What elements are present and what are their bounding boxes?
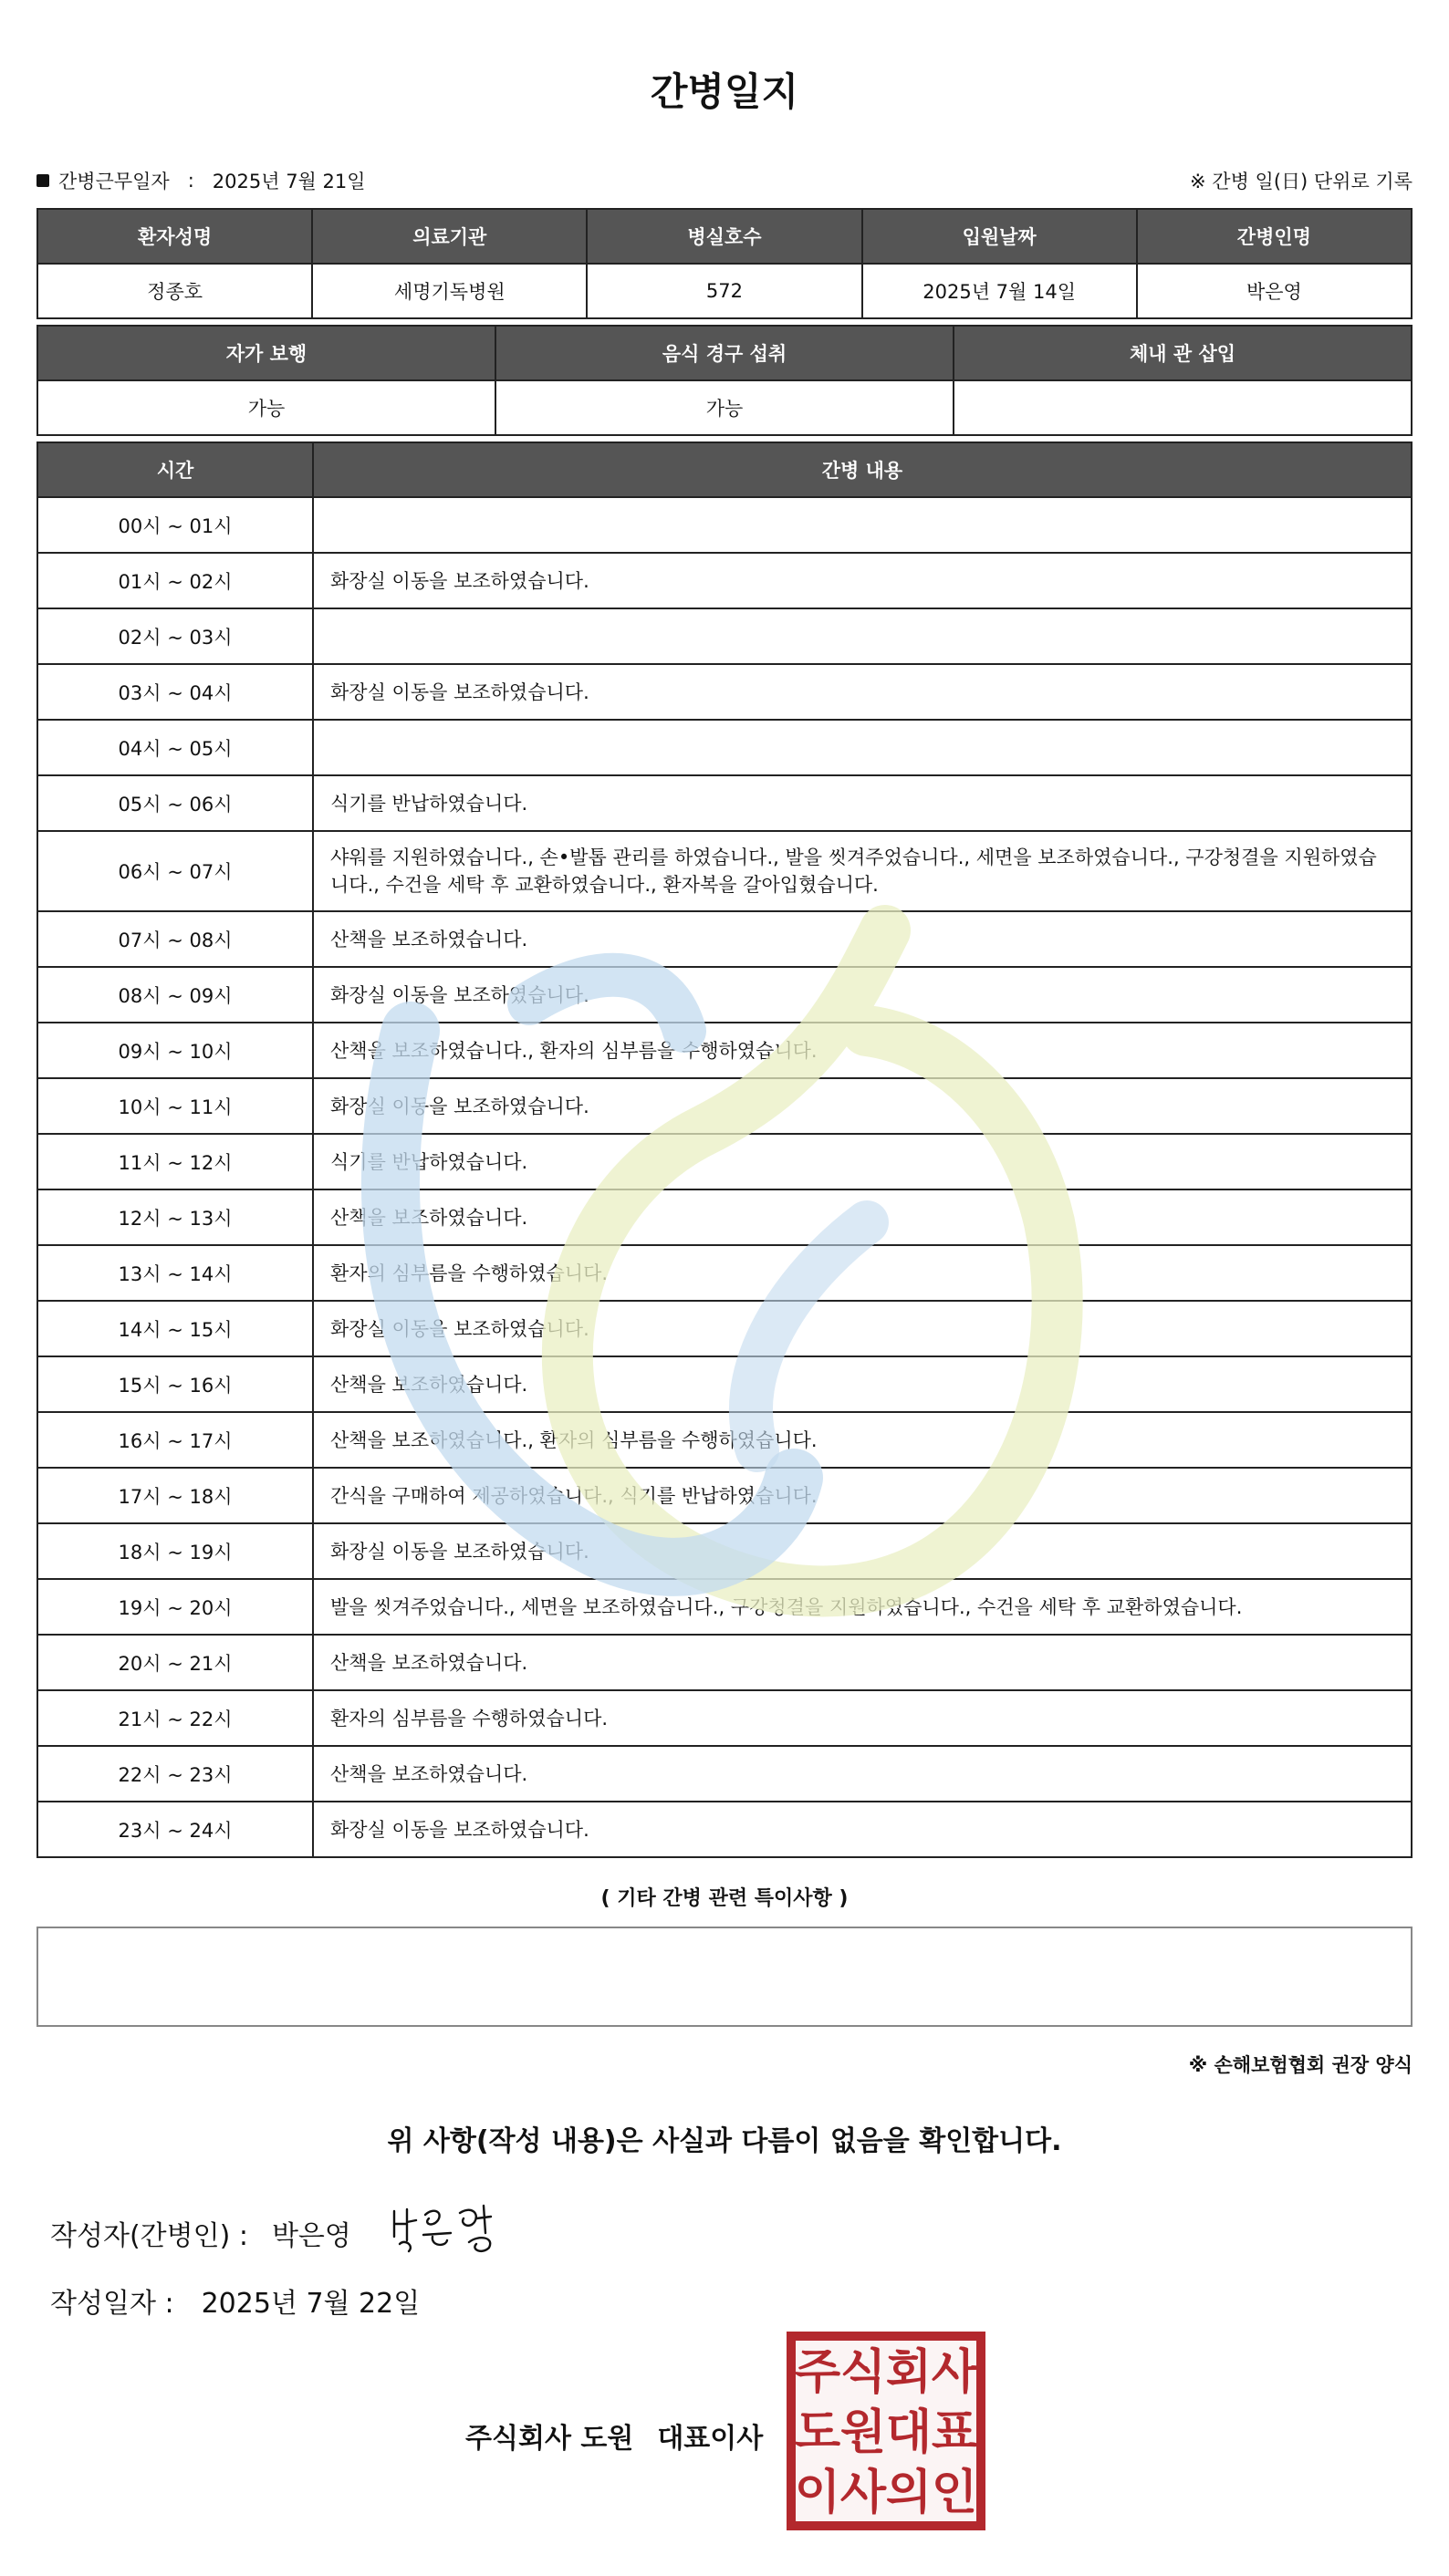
content-cell: 간식을 구매하여 제공하였습니다., 식기를 반납하였습니다. [313, 1468, 1412, 1523]
svg-text:표: 표 [931, 2405, 978, 2460]
content-cell: 화장실 이동을 보조하였습니다. [313, 664, 1412, 720]
svg-text:인: 인 [931, 2466, 978, 2520]
content-cell: 환자의 심부름을 수행하였습니다. [313, 1245, 1412, 1301]
unit-note: ※ 간병 일(日) 단위로 기록 [1190, 171, 1413, 192]
content-cell: 산책을 보조하였습니다. [313, 1189, 1412, 1245]
table-row [37, 1635, 1412, 1690]
table-row [37, 775, 1412, 831]
content-cell [313, 720, 1412, 775]
svg-text:식: 식 [839, 2345, 887, 2400]
table-row [37, 1746, 1412, 1802]
time-cell: 10시 ~ 11시 [37, 1078, 313, 1134]
time-cell: 01시 ~ 02시 [37, 553, 313, 608]
content-cell: 산책을 보조하였습니다., 환자의 심부름을 수행하였습니다. [313, 1412, 1412, 1468]
svg-text:원: 원 [839, 2405, 887, 2460]
table-row [37, 608, 1412, 664]
company-signature-line [465, 2415, 763, 2456]
hospital-name: 세명기독병원 [312, 264, 587, 318]
time-cell: 14시 ~ 15시 [37, 1301, 313, 1356]
time-cell: 05시 ~ 06시 [37, 775, 313, 831]
time-cell: 23시 ~ 24시 [37, 1802, 313, 1857]
patient-info-table [36, 208, 1413, 319]
patient-name: 정종호 [37, 264, 312, 318]
care-log-header-row [37, 442, 1412, 497]
content-cell [313, 608, 1412, 664]
writer-name: 박은영 [271, 2220, 351, 2252]
table-row [37, 1023, 1412, 1078]
content-cell [313, 497, 1412, 553]
special-notes-box [36, 1927, 1413, 2027]
time-cell: 12시 ~ 13시 [37, 1189, 313, 1245]
svg-text:대: 대 [885, 2405, 933, 2460]
table-row [37, 497, 1412, 553]
content-cell: 화장실 이동을 보조하였습니다. [313, 553, 1412, 608]
status-value-row [37, 380, 1412, 435]
content-cell: 산책을 보조하였습니다. [313, 911, 1412, 967]
table-row [37, 1245, 1412, 1301]
ceo-title: 대표이사 [657, 2423, 764, 2455]
write-date-row [50, 2280, 420, 2321]
time-cell: 15시 ~ 16시 [37, 1356, 313, 1412]
svg-text:회: 회 [885, 2345, 933, 2400]
header-room: 병실호수 [587, 209, 861, 264]
content-cell: 샤워를 지원하였습니다., 손•발톱 관리를 하였습니다., 발을 씻겨주었습니다., 세면을 보조하였습니다., 구강청결을 지원하였습니다., 수건을 세탁 후 교환하였습니다., 환자복을 갈아입혔습니다. [313, 831, 1412, 911]
admission-date: 2025년 7월 14일 [862, 264, 1137, 318]
content-cell: 산책을 보조하였습니다. [313, 1746, 1412, 1802]
patient-status-table [36, 325, 1413, 436]
content-cell: 화장실 이동을 보조하였습니다. [313, 1301, 1412, 1356]
table-row [37, 1078, 1412, 1134]
table-row [37, 911, 1412, 967]
content-cell: 환자의 심부름을 수행하였습니다. [313, 1690, 1412, 1746]
table-row [37, 1468, 1412, 1523]
company-name: 주식회사 도원 [465, 2423, 634, 2455]
header-patient-name: 환자성명 [37, 209, 312, 264]
table-row [37, 1356, 1412, 1412]
table-row [37, 553, 1412, 608]
header-admission-date: 입원날짜 [862, 209, 1137, 264]
company-seal-stamp [783, 2328, 989, 2534]
content-cell: 식기를 반납하였습니다. [313, 775, 1412, 831]
table-row [37, 1802, 1412, 1857]
table-row [37, 1301, 1412, 1356]
walking-status: 가능 [37, 380, 495, 435]
care-date-value: 2025년 7월 21일 [212, 171, 366, 192]
square-bullet-icon [36, 174, 49, 187]
time-cell: 13시 ~ 14시 [37, 1245, 313, 1301]
svg-text:사: 사 [839, 2466, 887, 2520]
header-walking: 자가 보행 [37, 326, 495, 380]
status-header-row [37, 326, 1412, 380]
care-date-label: 간병근무일자 [58, 171, 170, 192]
time-cell: 22시 ~ 23시 [37, 1746, 313, 1802]
table-row [37, 1690, 1412, 1746]
content-cell: 화장실 이동을 보조하였습니다. [313, 1523, 1412, 1579]
caregiver-name: 박은영 [1137, 264, 1412, 318]
oral-intake-status: 가능 [495, 380, 954, 435]
special-notes-title: ( 기타 간병 관련 특이사항 ) [600, 1887, 849, 1910]
content-cell: 산책을 보조하였습니다. [313, 1356, 1412, 1412]
svg-text:의: 의 [885, 2466, 933, 2520]
time-cell: 16시 ~ 17시 [37, 1412, 313, 1468]
header-time: 시간 [37, 442, 313, 497]
table-row [37, 1523, 1412, 1579]
content-cell: 발을 씻겨주었습니다., 세면을 보조하였습니다., 구강청결을 지원하였습니다., 수건을 세탁 후 교환하였습니다. [313, 1579, 1412, 1635]
svg-text:이: 이 [794, 2466, 841, 2520]
room-number: 572 [587, 264, 861, 318]
table-row [37, 1412, 1412, 1468]
care-date-row [36, 164, 1413, 197]
table-row [37, 831, 1412, 911]
header-care-content: 간병 내용 [313, 442, 1412, 497]
patient-info-value-row [37, 264, 1412, 318]
table-row [37, 967, 1412, 1023]
time-cell: 20시 ~ 21시 [37, 1635, 313, 1690]
write-date-value: 2025년 7월 22일 [201, 2288, 421, 2320]
recommend-note: ※ 손해보험협회 권장 양식 [1188, 2054, 1413, 2076]
write-date-label: 작성일자 : [50, 2288, 174, 2320]
time-cell: 00시 ~ 01시 [37, 497, 313, 553]
header-oral-intake: 음식 경구 섭취 [495, 326, 954, 380]
svg-text:도: 도 [794, 2405, 841, 2460]
table-row [37, 1579, 1412, 1635]
care-log-table [36, 441, 1413, 1858]
time-cell: 03시 ~ 04시 [37, 664, 313, 720]
content-cell: 화장실 이동을 보조하였습니다. [313, 1802, 1412, 1857]
content-cell: 산책을 보조하였습니다. [313, 1635, 1412, 1690]
handwritten-signature [387, 2193, 533, 2257]
content-cell: 화장실 이동을 보조하였습니다. [313, 967, 1412, 1023]
time-cell: 11시 ~ 12시 [37, 1134, 313, 1189]
header-caregiver-name: 간병인명 [1137, 209, 1412, 264]
time-cell: 08시 ~ 09시 [37, 967, 313, 1023]
time-cell: 02시 ~ 03시 [37, 608, 313, 664]
confirm-statement: 위 사항(작성 내용)은 사실과 다름이 없음을 확인합니다. [387, 2125, 1062, 2157]
writer-label: 작성자(간병인) : [50, 2220, 248, 2252]
content-cell: 식기를 반납하였습니다. [313, 1134, 1412, 1189]
table-row [37, 664, 1412, 720]
time-cell: 06시 ~ 07시 [37, 831, 313, 911]
tube-insertion-status [954, 380, 1412, 435]
time-cell: 18시 ~ 19시 [37, 1523, 313, 1579]
content-cell: 화장실 이동을 보조하였습니다. [313, 1078, 1412, 1134]
care-date-separator: : [187, 170, 194, 192]
table-row [37, 720, 1412, 775]
svg-text:사: 사 [931, 2345, 978, 2400]
header-tube-insertion: 체내 관 삽입 [954, 326, 1412, 380]
patient-info-header-row [37, 209, 1412, 264]
svg-text:주: 주 [794, 2345, 841, 2400]
time-cell: 04시 ~ 05시 [37, 720, 313, 775]
page-title: 간병일지 [650, 69, 799, 114]
time-cell: 19시 ~ 20시 [37, 1579, 313, 1635]
time-cell: 17시 ~ 18시 [37, 1468, 313, 1523]
header-hospital: 의료기관 [312, 209, 587, 264]
time-cell: 07시 ~ 08시 [37, 911, 313, 967]
writer-row [50, 2213, 351, 2253]
table-row [37, 1134, 1412, 1189]
time-cell: 21시 ~ 22시 [37, 1690, 313, 1746]
time-cell: 09시 ~ 10시 [37, 1023, 313, 1078]
table-row [37, 1189, 1412, 1245]
content-cell: 산책을 보조하였습니다., 환자의 심부름을 수행하였습니다. [313, 1023, 1412, 1078]
